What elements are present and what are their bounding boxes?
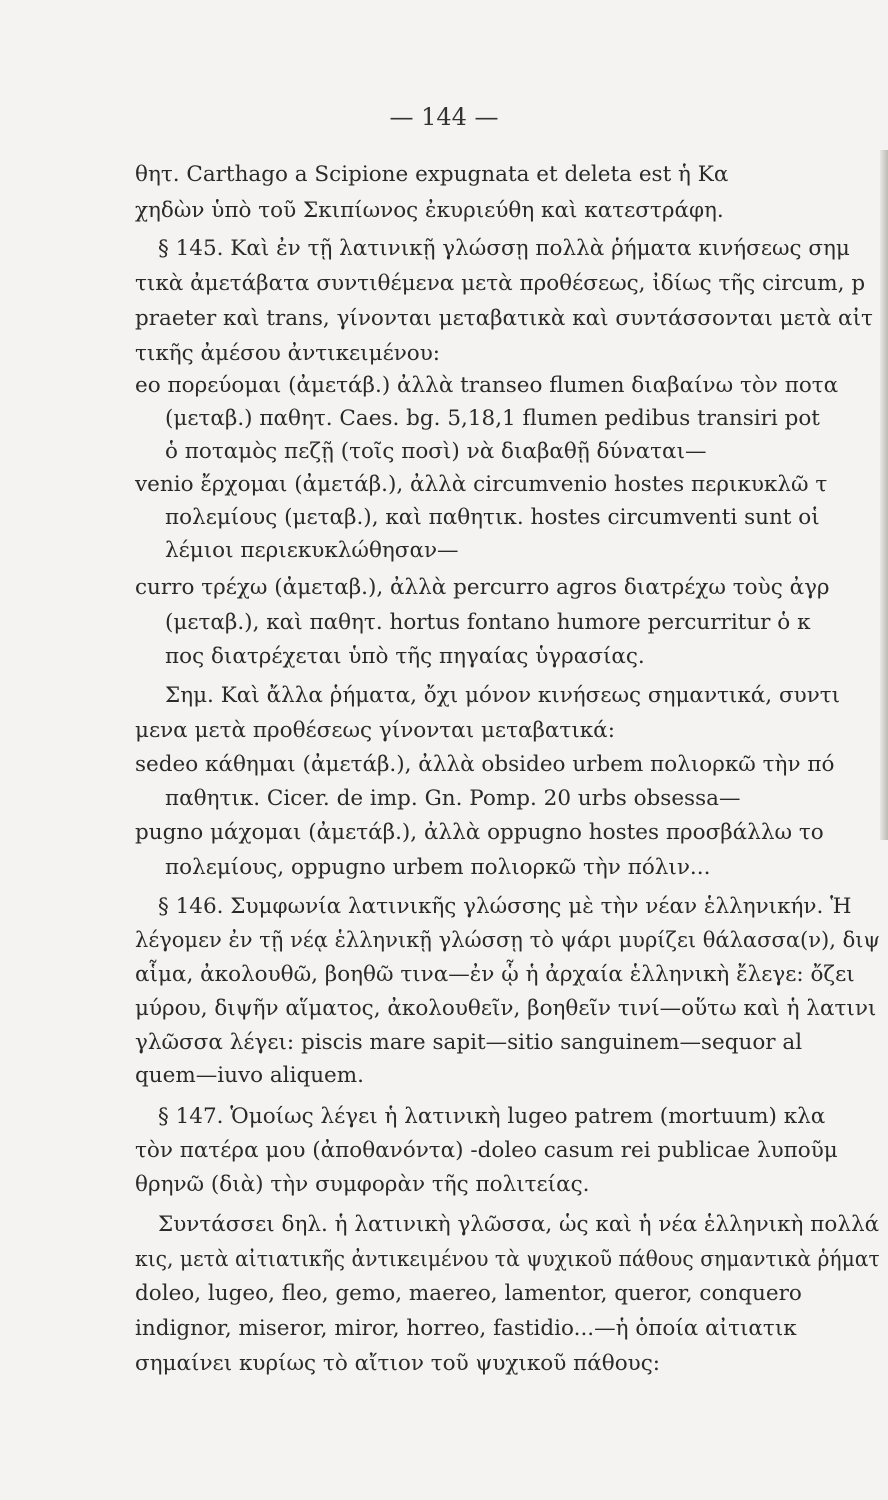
text-line: πος διατρέχεται ὑπὸ τῆς πηγαίας ὑγρασίας. <box>165 644 645 669</box>
text-line: θρηνῶ (διὰ) τὴν συμφορὰν τῆς πολιτείας. <box>135 1172 590 1197</box>
text-line: § 145. Καὶ ἐν τῇ λατινικῇ γλώσσῃ πολλὰ ῥήματα κινήσεως σημ <box>158 236 850 261</box>
text-line: πολεμίους, oppugno urbem πολιορκῶ τὴν πόλιν... <box>165 855 711 880</box>
text-line: eo πορεύομαι (ἀμετάβ.) ἀλλὰ transeo flumen διαβαίνω τὸν ποτα <box>135 373 839 398</box>
text-line: Σημ. Καὶ ἄλλα ῥήματα, ὄχι μόνον κινήσεως σημαντικά, συντι <box>165 683 841 708</box>
text-line: (μεταβ.), καὶ παθητ. hortus fontano humore percurritur ὁ κ <box>165 610 811 635</box>
text-line: § 146. Συμφωνία λατινικῆς γλώσσης μὲ τὴν νέαν ἑλληνικήν. Ἡ <box>158 894 852 919</box>
text-line: (μεταβ.) παθητ. Caes. bg. 5,18,1 flumen pedibus transiri pot <box>165 406 820 431</box>
text-line: κις, μετὰ αἰτιατικῆς ἀντικειμένου τὰ ψυχικοῦ πάθους σημαντικὰ ῥήματ <box>135 1247 880 1272</box>
text-line: venio ἔρχομαι (ἀμετάβ.), ἀλλὰ circumvenio hostes περικυκλῶ τ <box>135 472 828 497</box>
text-line: λέγομεν ἐν τῇ νέᾳ ἑλληνικῇ γλώσσῃ τὸ ψάρι μυρίζει θάλασσα(ν), διψ <box>135 928 880 953</box>
text-line: σημαίνει κυρίως τὸ αἴτιον τοῦ ψυχικοῦ πάθους: <box>135 1351 661 1376</box>
text-line: γλῶσσα λέγει: piscis mare sapit—sitio sanguinem—sequor al <box>135 1030 803 1055</box>
page-number: — 144 — <box>389 103 499 131</box>
text-line: sedeo κάθημαι (ἀμετάβ.), ἀλλὰ obsideo urbem πολιορκῶ τὴν πό <box>135 752 835 777</box>
text-line: ὁ ποταμὸς πεζῇ (τοῖς ποσὶ) νὰ διαβαθῇ δύναται— <box>165 439 707 464</box>
text-line: § 147. Ὁμοίως λέγει ἡ λατινικὴ lugeo patrem (mortuum) κλα <box>158 1104 826 1129</box>
text-line: θητ. Carthago a Scipione expugnata et deleta est ἡ Κα <box>135 162 729 187</box>
text-line: παθητικ. Cicer. de imp. Gn. Pomp. 20 urbs obsessa— <box>165 786 741 811</box>
text-line: praeter καὶ trans, γίνονται μεταβατικὰ καὶ συντάσσονται μετὰ αἰτ <box>135 306 873 331</box>
text-line: πολεμίους (μεταβ.), καὶ παθητικ. hostes circumventi sunt οἱ <box>165 505 820 530</box>
text-line: χηδὼν ὑπὸ τοῦ Σκιπίωνος ἐκυριεύθη καὶ κατεστράφη. <box>135 198 724 223</box>
text-line: quem—iuvo aliquem. <box>135 1063 364 1088</box>
text-line: pugno μάχομαι (ἀμετάβ.), ἀλλὰ oppugno hostes προσβάλλω το <box>135 820 824 845</box>
text-line: μύρου, διψῆν αἵματος, ἀκολουθεῖν, βοηθεῖν τινί—οὕτω καὶ ἡ λατινι <box>135 996 877 1021</box>
page-edge-shadow <box>880 150 888 840</box>
text-line: τὸν πατέρα μου (ἀποθανόντα) -doleo casum rei publicae λυποῦμ <box>135 1138 838 1163</box>
text-line: doleo, lugeo, fleo, gemo, maereo, lamentor, queror, conquero <box>135 1281 802 1306</box>
text-line: Συντάσσει δηλ. ἡ λατινικὴ γλῶσσα, ὡς καὶ ἡ νέα ἑλληνικὴ πολλά <box>158 1212 880 1237</box>
text-line: αἷμα, ἀκολουθῶ, βοηθῶ τινα—ἐν ᾧ ἡ ἀρχαία ἑλληνικὴ ἔλεγε: ὄζει <box>135 962 855 987</box>
text-line: τικῆς ἀμέσου ἀντικειμένου: <box>135 341 441 366</box>
text-line: μενα μετὰ προθέσεως γίνονται μεταβατικά: <box>135 718 615 743</box>
text-line: λέμιοι περιεκυκλώθησαν— <box>165 538 459 563</box>
text-line: indignor, miseror, miror, horreo, fastidio...—ἡ ὁποία αἰτιατικ <box>135 1316 797 1341</box>
text-line: τικὰ ἀμετάβατα συντιθέμενα μετὰ προθέσεως, ἰδίως τῆς circum, p <box>135 271 866 296</box>
text-line: curro τρέχω (ἀμεταβ.), ἀλλὰ percurro agros διατρέχω τοὺς ἀγρ <box>135 575 830 600</box>
